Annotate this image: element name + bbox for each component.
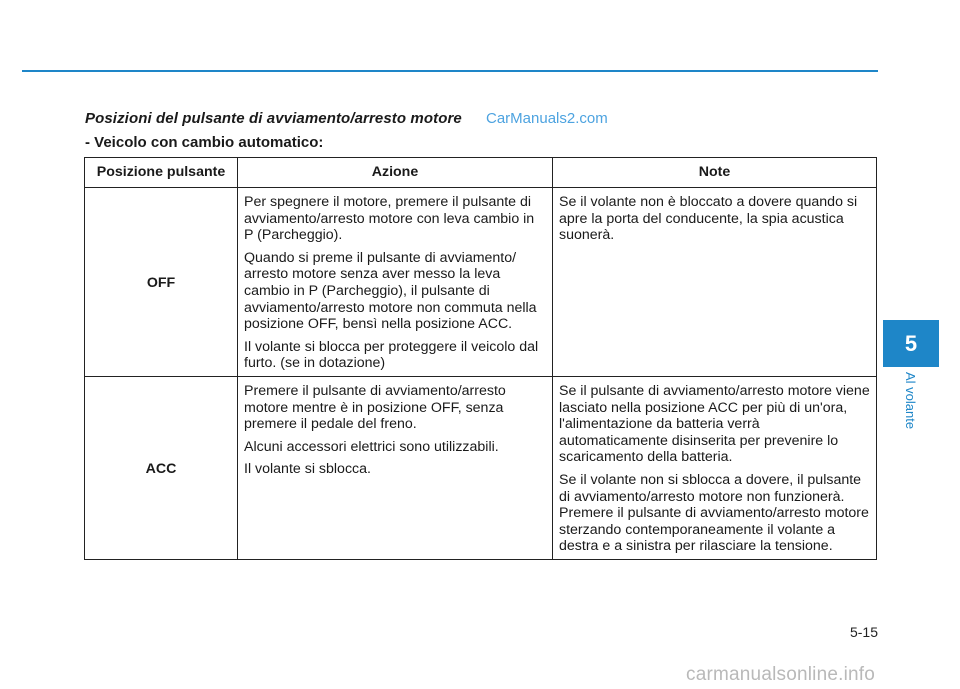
column-header-action: Azione: [238, 158, 553, 188]
column-header-notes: Note: [553, 158, 877, 188]
position-cell: OFF: [85, 188, 238, 377]
action-cell: [238, 188, 553, 377]
action-paragraph: Premere il pulsante di avviamento/arresto motore mentre è in posizione OFF, senza premere il pedale del freno.: [244, 382, 506, 433]
action-paragraph: Il volante si sblocca.: [244, 461, 371, 478]
action-cell: [238, 376, 553, 559]
notes-paragraph: Se il volante non si sblocca a dovere, il pulsante di avviamento/arresto motore non funzionerà. Premere il pulsante di avviamento/arresto motore sterzando contemporaneamente il volante a destra e a sinistra per rilasciare la tensione.: [559, 471, 869, 555]
watermark-top: CarManuals2.com: [486, 110, 608, 127]
action-paragraph: Quando si preme il pulsante di avviamento/ arresto motore senza aver messo la leva cambio in P (Parcheggio), il pulsante di avviamento/arresto motore non commuta nella posizione OFF, bensì nella posizione ACC.: [244, 249, 537, 333]
notes-paragraph: Se il pulsante di avviamento/arresto motore viene lasciato nella posizione ACC per più di un'ora, l'alimentazione da batteria verrà automaticamente disinserita per prevenire lo scaricamento della batteria.: [559, 382, 870, 466]
action-paragraph: Per spegnere il motore, premere il pulsante di avviamento/arresto motore con leva cambio in P (Parcheggio).: [244, 194, 535, 244]
notes-paragraph: Se il volante non è bloccato a dovere quando si apre la porta del conducente, la spia acustica suonerà.: [559, 194, 858, 244]
section-subtitle: - Veicolo con cambio automatico:: [85, 134, 324, 151]
chapter-number-tab: 5: [883, 320, 939, 367]
column-header-position: Posizione pulsante: [85, 158, 238, 188]
action-paragraph: Il volante si blocca per proteggere il veicolo dal furto. (se in dotazione): [244, 338, 539, 372]
table-row: [85, 376, 877, 559]
header-rule: [22, 70, 878, 72]
section-title: Posizioni del pulsante di avviamento/arresto motore: [85, 110, 462, 127]
chapter-label: Al volante: [903, 372, 918, 430]
table-row: [85, 188, 877, 377]
notes-cell: [553, 376, 877, 559]
table-header-row: [85, 158, 877, 188]
watermark-bottom: carmanualsonline.info: [686, 664, 876, 685]
position-cell: ACC: [85, 376, 238, 559]
page-number: 5-15: [849, 624, 878, 640]
notes-cell: [553, 188, 877, 377]
button-positions-table: [84, 157, 877, 560]
action-paragraph: Alcuni accessori elettrici sono utilizzabili.: [244, 438, 499, 455]
